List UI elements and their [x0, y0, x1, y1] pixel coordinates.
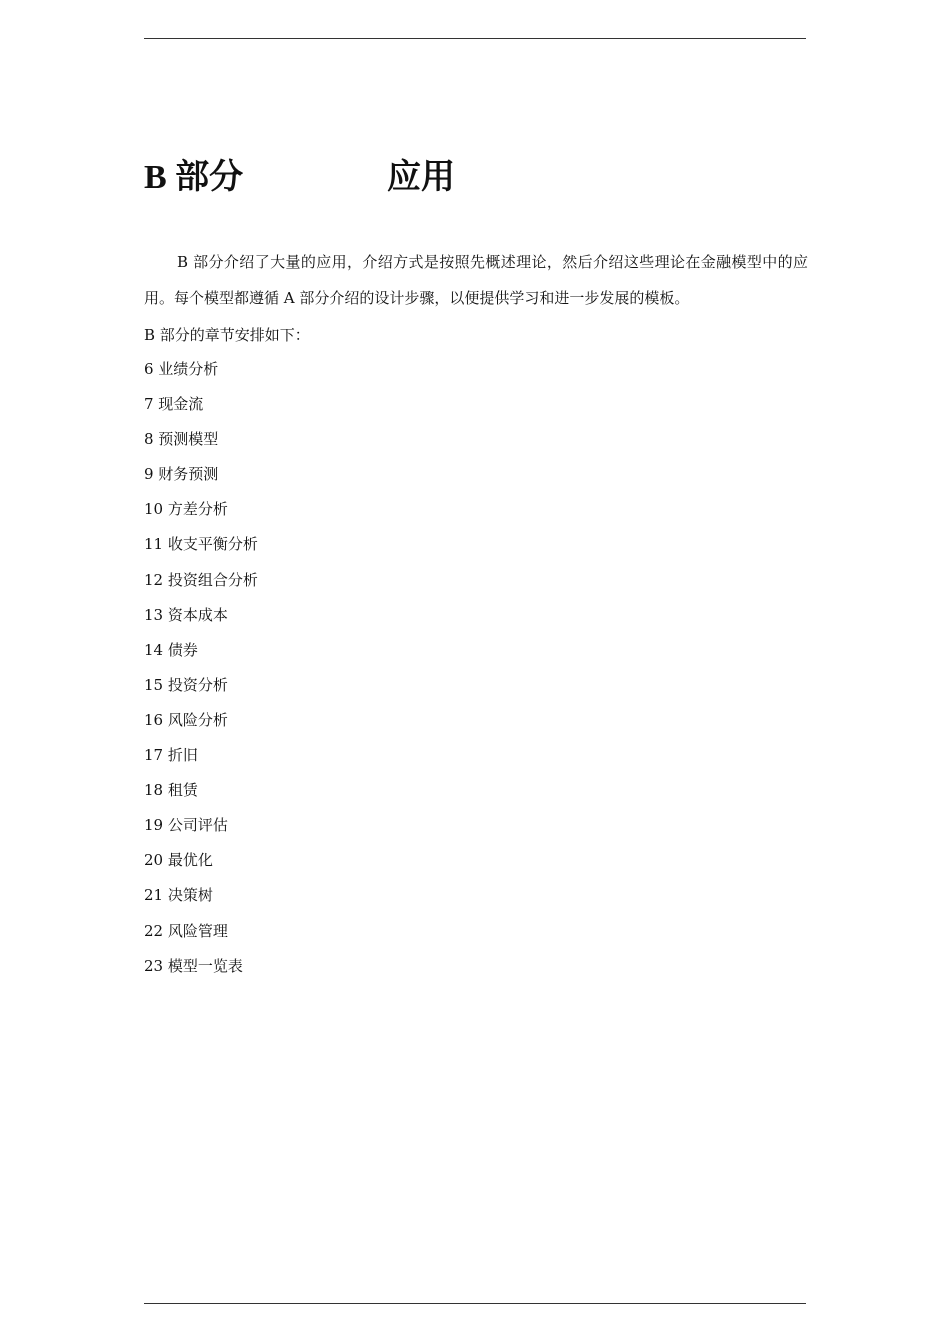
title-part-label: B 部分 — [144, 159, 244, 196]
footer-rule — [144, 1303, 806, 1304]
list-item: 12 投资组合分析 — [144, 570, 258, 589]
list-item: 19 公司评估 — [144, 816, 228, 835]
title-section-name: 应用 — [387, 159, 455, 196]
chapter-list — [144, 326, 310, 984]
list-item: 15 投资分析 — [144, 675, 228, 694]
list-item: 6 业绩分析 — [144, 360, 219, 378]
list-item: 21 决策树 — [144, 886, 213, 905]
list-item: 13 资本成本 — [144, 605, 228, 624]
list-item: 16 风险分析 — [144, 710, 228, 729]
list-item: 9 财务预测 — [144, 465, 219, 484]
list-item: 17 折旧 — [144, 746, 198, 765]
intro-text: B 部分介绍了大量的应用，介绍方式是按照先概述理论，然后介绍这些理论在金融模型中的应用。每个模型都遵循 A 部分介绍的设计步骤，以便提供学习和进一步发展的模板。 — [144, 253, 808, 307]
list-item: 14 债券 — [144, 640, 198, 659]
list-item: 7 现金流 — [144, 395, 204, 414]
page-title — [144, 156, 455, 200]
list-item: 23 模型一览表 — [144, 956, 243, 975]
header-rule — [144, 38, 806, 39]
chapter-lead: B 部分的章节安排如下： — [144, 326, 310, 344]
list-item: 20 最优化 — [144, 851, 213, 870]
intro-paragraph — [144, 244, 808, 316]
list-item: 18 租赁 — [144, 781, 198, 800]
list-item: 10 方差分析 — [144, 500, 228, 519]
list-item: 11 收支平衡分析 — [144, 535, 258, 554]
list-item: 8 预测模型 — [144, 430, 219, 449]
list-item: 22 风险管理 — [144, 921, 228, 940]
